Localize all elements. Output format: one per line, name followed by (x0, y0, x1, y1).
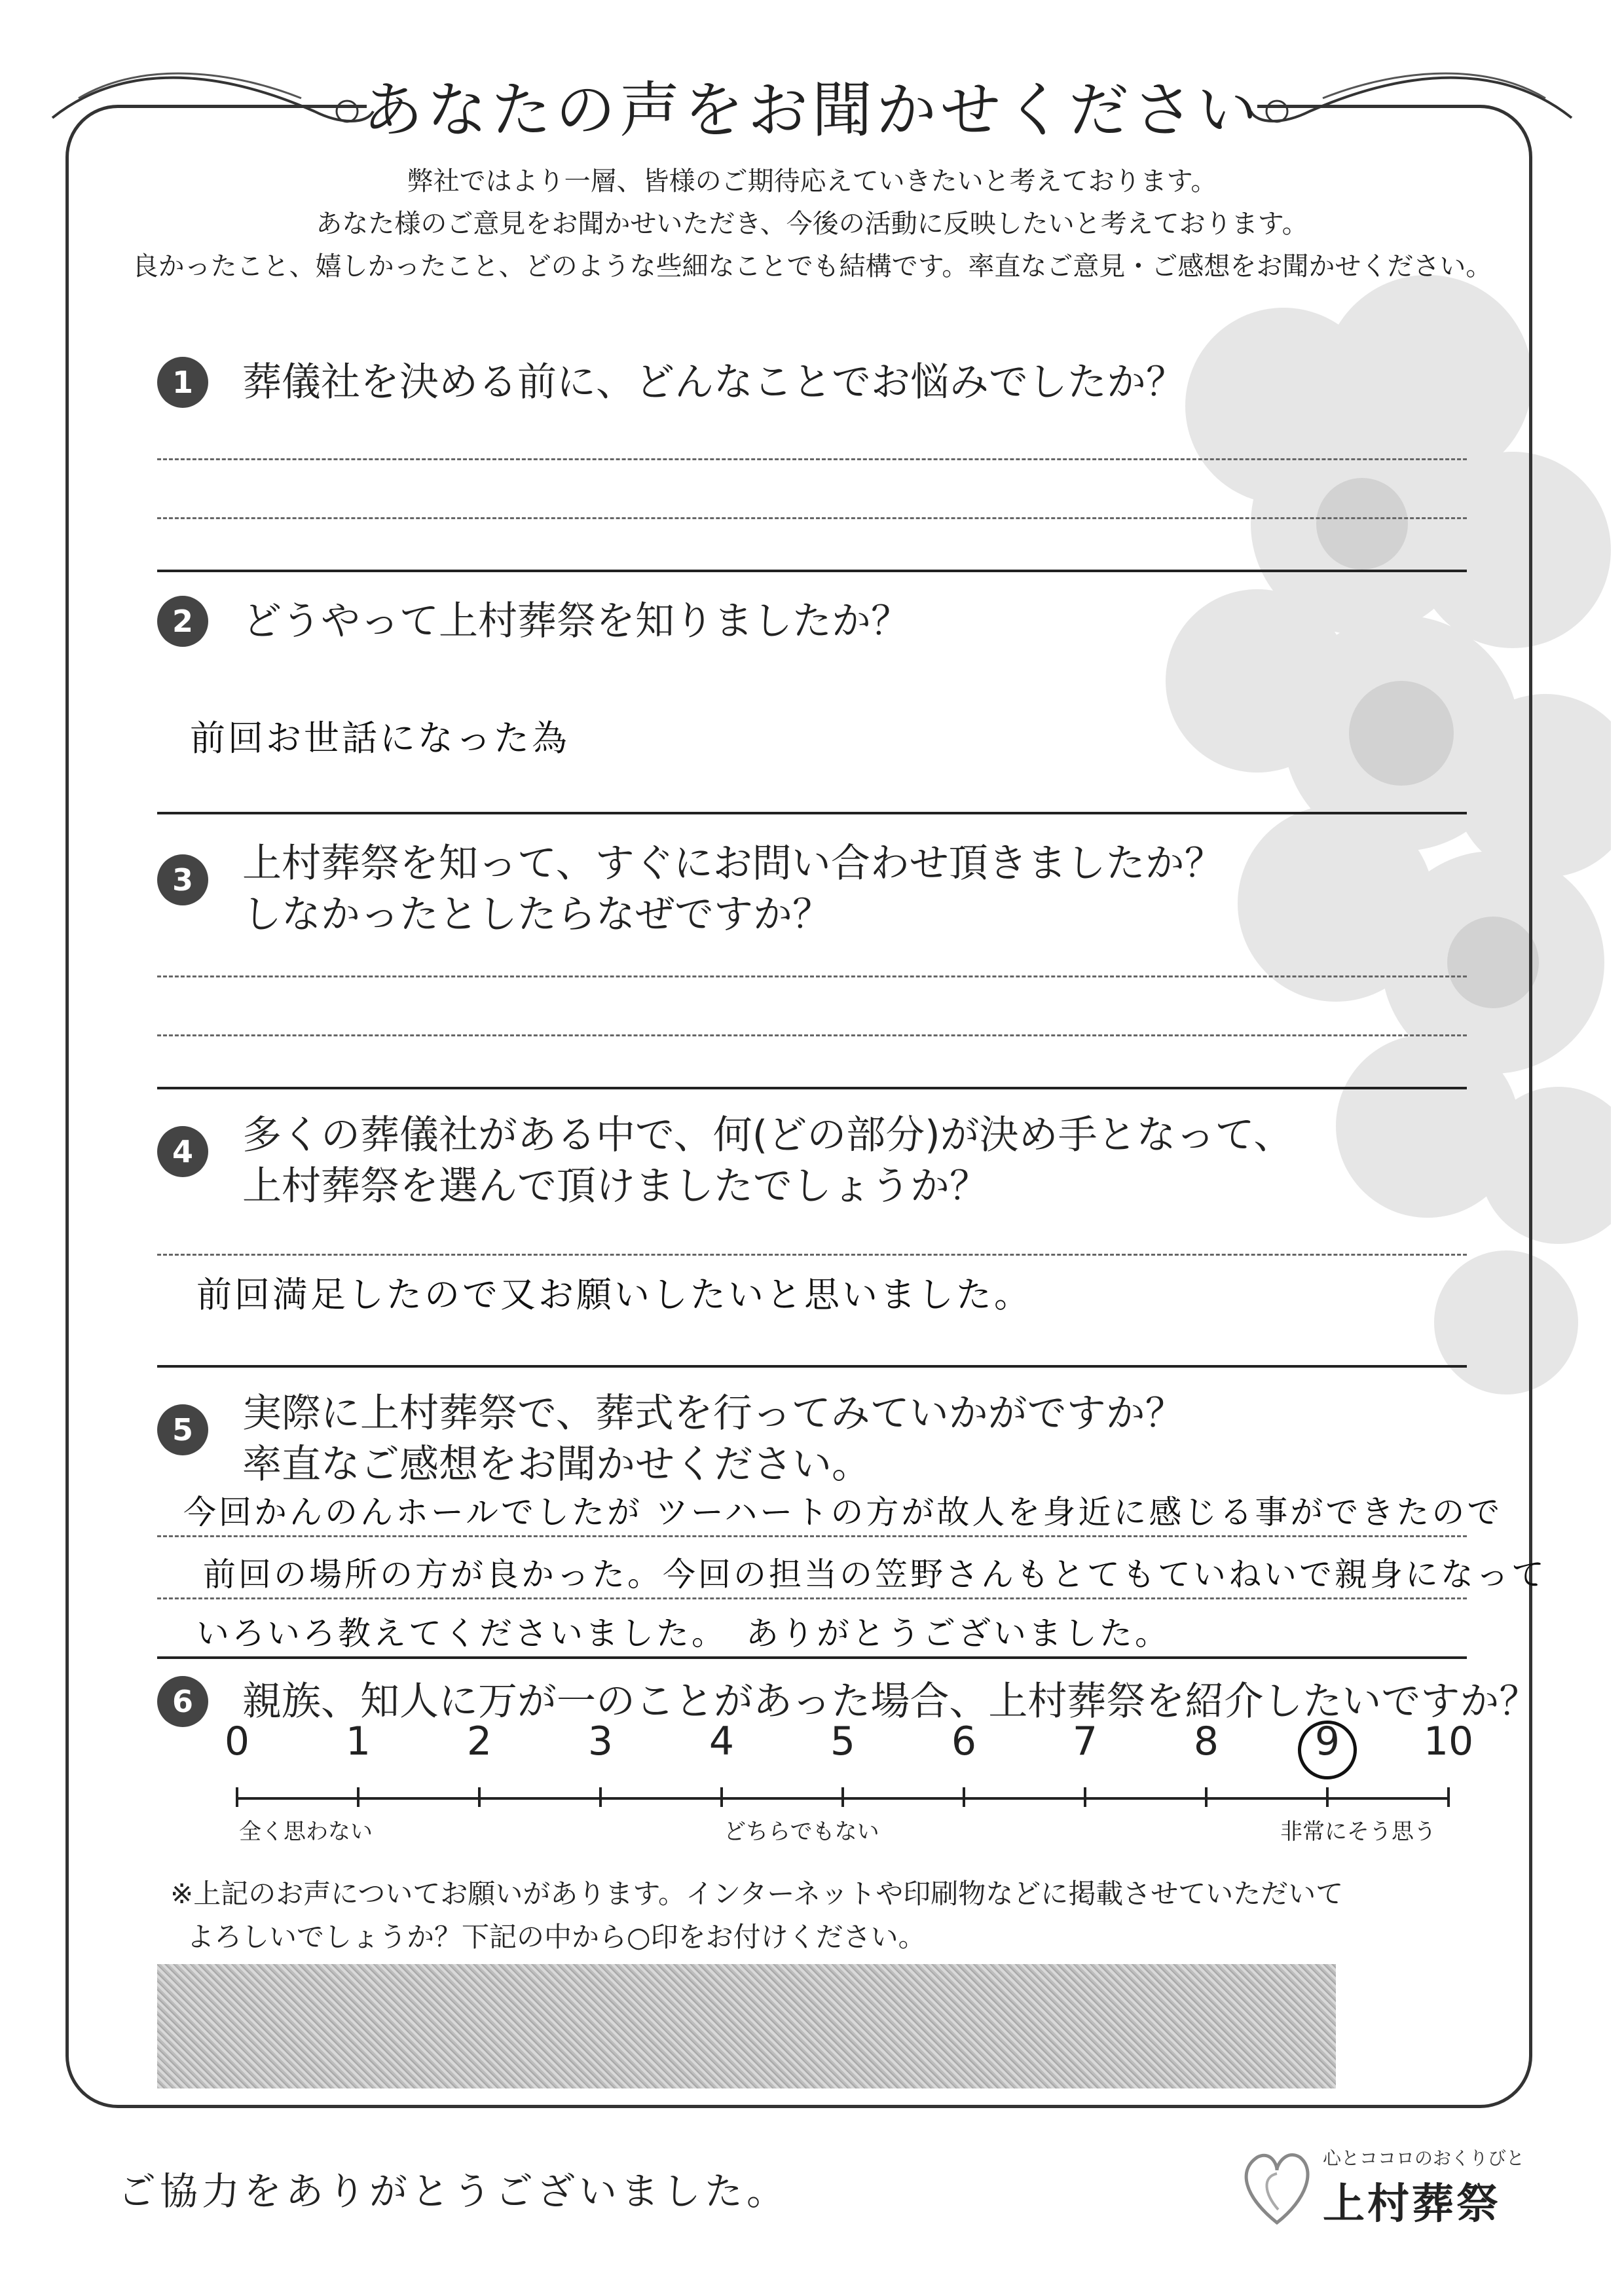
question-number-badge: 3 (157, 854, 208, 905)
scale-tick (599, 1787, 602, 1807)
scale-tick (1447, 1787, 1450, 1807)
scale-number: 10 (1423, 1719, 1474, 1764)
handwritten-answer-q5-line: いろいろ教えてくださいました。 ありがとうございました。 (196, 1614, 1170, 1652)
scale-tick (841, 1787, 844, 1807)
section-divider (157, 1656, 1467, 1659)
scale-tick (1205, 1787, 1208, 1807)
question-number-badge: 4 (157, 1126, 208, 1177)
scale-tick (1084, 1787, 1086, 1807)
question-text: しなかったとしたらなぜですか？ (242, 892, 832, 938)
answer-dotted-line (157, 1254, 1467, 1256)
answer-dotted-line (157, 517, 1467, 519)
scale-number: 8 (1193, 1719, 1219, 1764)
scale-label-low: 全く思わない (239, 1819, 373, 1845)
scale-label-mid: どちらでもない (724, 1819, 879, 1845)
scale-tick (963, 1787, 965, 1807)
selected-rating-circle (1298, 1721, 1357, 1779)
question-text: 多くの葬儀社がある中で、何(どの部分)が決め手となって、 (242, 1112, 1293, 1158)
answer-dotted-line (157, 458, 1467, 460)
scale-tick (1326, 1787, 1329, 1807)
handwritten-answer-q5-line: 前回の場所の方が良かった。今回の担当の笠野さんもとてもていねいで親身になって (203, 1556, 1547, 1594)
handwritten-answer-q2: 前回お世話になった為 (190, 718, 570, 759)
scale-number: 0 (224, 1719, 250, 1764)
question-number-badge: 6 (157, 1676, 208, 1727)
answer-dotted-line (157, 1034, 1467, 1036)
scale-tick (236, 1787, 238, 1807)
question-number-badge: 1 (157, 357, 208, 408)
heart-logo-icon (1238, 2144, 1316, 2229)
question-text: 率直なご感想をお聞かせください。 (242, 1442, 871, 1487)
logo-tagline: 心とココロのおくりびと (1323, 2147, 1525, 2169)
question-text: 葬儀社を決める前に、どんなことでお悩みでしたか？ (242, 359, 1185, 405)
scale-tick (357, 1787, 360, 1807)
publication-permission-note (170, 1872, 1343, 1959)
scale-number: 4 (709, 1719, 735, 1764)
section-divider (157, 1087, 1467, 1089)
answer-dotted-line (157, 1597, 1467, 1599)
answer-dotted-line (157, 1535, 1467, 1537)
scale-number: 6 (951, 1719, 977, 1764)
note-line: ※上記のお声についてお願いがあります。インターネットや印刷物などに掲載させていただいて (170, 1878, 1344, 1910)
scale-number: 3 (587, 1719, 614, 1764)
scale-label-high: 非常にそう思う (1280, 1819, 1436, 1845)
question-text: 上村葬祭を選んで頂けましたでしょうか？ (242, 1163, 989, 1209)
intro-line: あなた様のご意見をお聞かせいただき、今後の活動に反映したいと考えております。 (316, 209, 1308, 239)
thank-you-footer: ご協力をありがとうございました。 (118, 2169, 789, 2214)
section-divider (157, 570, 1467, 572)
question-text: 親族、知人に万が一のことがあった場合、上村葬祭を紹介したいですか？ (242, 1679, 1539, 1724)
question-text: 実際に上村葬祭で、葬式を行ってみていかがですか？ (242, 1391, 1185, 1436)
scale-tick (478, 1787, 481, 1807)
company-logo-name: 上村葬祭 (1323, 2180, 1501, 2229)
scale-number: 7 (1072, 1719, 1098, 1764)
intro-line: 良かったこと、嬉しかったこと、どのような些細なことでも結構です。率直なご意見・ご感想をお聞かせください。 (132, 251, 1492, 282)
intro-text (0, 160, 1624, 288)
handwritten-answer-q4: 前回満足したので又お願いしたいと思いました。 (196, 1274, 1032, 1315)
scale-number: 9 (1314, 1719, 1340, 1764)
question-text: どうやって上村葬祭を知りましたか？ (242, 598, 910, 644)
question-number-badge: 2 (157, 596, 208, 647)
note-line: よろしいでしょうか？下記の中から○印をお付けください。 (187, 1921, 926, 1953)
scale-tick (720, 1787, 723, 1807)
scale-number: 1 (345, 1719, 371, 1764)
handwritten-answer-q5-line: 今回かんのんホールでしたが ツーハートの方が故人を身近に感じる事ができたので (183, 1493, 1503, 1531)
answer-dotted-line (157, 975, 1467, 977)
redacted-area (157, 1964, 1336, 2088)
question-text: 上村葬祭を知って、すぐにお問い合わせ頂きましたか？ (242, 841, 1224, 886)
scale-number: 5 (830, 1719, 856, 1764)
section-divider (157, 812, 1467, 814)
section-divider (157, 1365, 1467, 1368)
page-title: あなたの声をお聞かせください (362, 75, 1261, 145)
question-number-badge: 5 (157, 1404, 208, 1455)
intro-line: 弊社ではより一層、皆様のご期待応えていきたいと考えております。 (407, 166, 1217, 196)
scale-number: 2 (466, 1719, 492, 1764)
